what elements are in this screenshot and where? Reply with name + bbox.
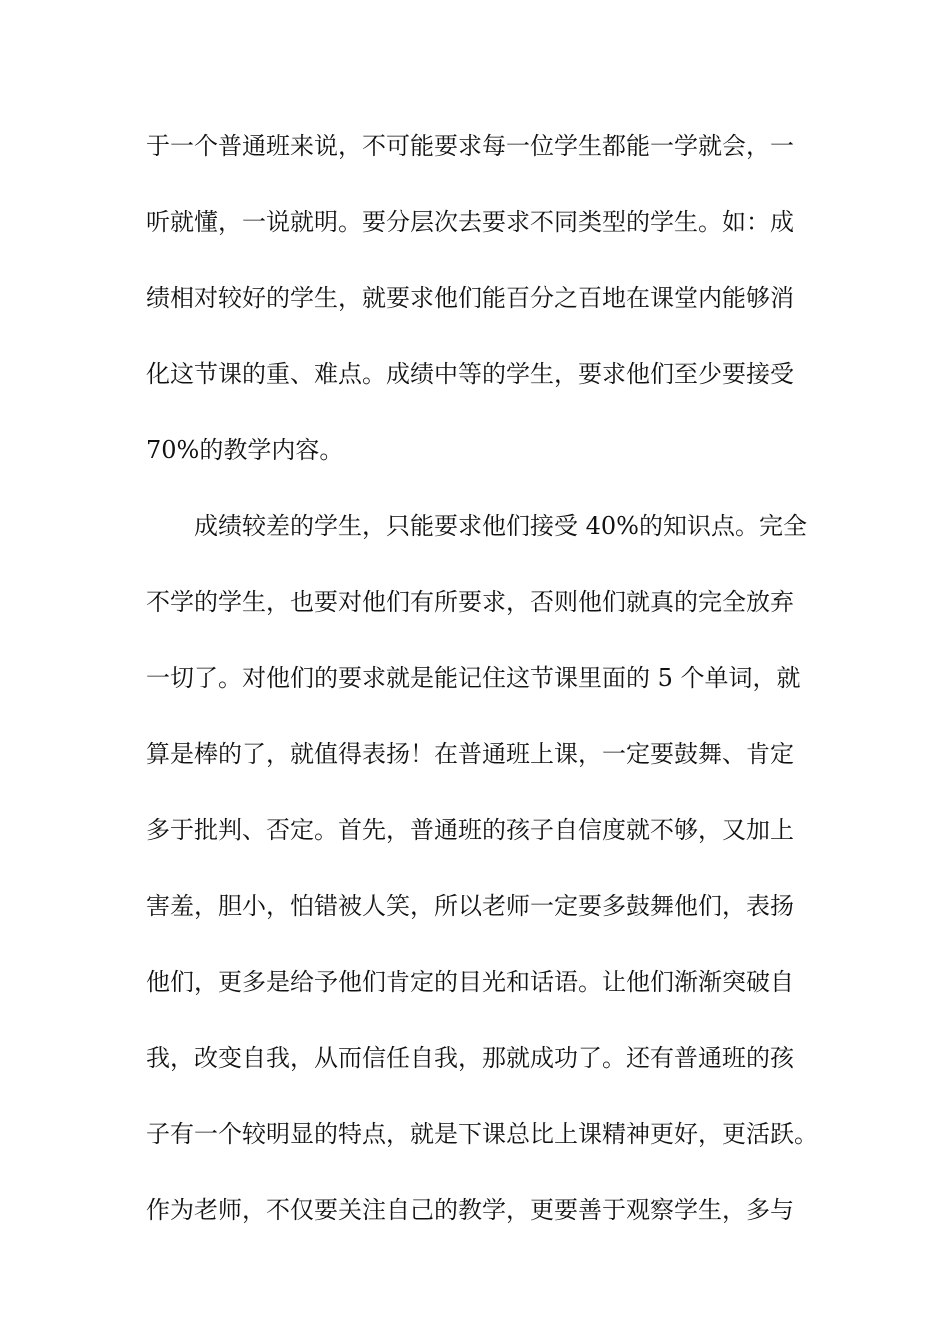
body-text — [146, 128, 822, 1268]
text-line: 一切了。对他们的要求就是能记住这节课里面的 5 个单词，就 — [146, 664, 801, 692]
text-line: 不学的学生，也要对他们有所要求，否则他们就真的完全放弃 — [146, 588, 794, 616]
text-line: 作为老师，不仅要关注自己的教学，更要善于观察学生，多与 — [146, 1196, 794, 1224]
text-line: 算是棒的了，就值得表扬！在普通班上课，一定要鼓舞、肯定 — [146, 740, 794, 768]
paragraph-first-line: 成绩较差的学生，只能要求他们接受 40%的知识点。完全 — [194, 512, 807, 540]
text-line: 我，改变自我，从而信任自我，那就成功了。还有普通班的孩 — [146, 1044, 794, 1072]
text-line: 子有一个较明显的特点，就是下课总比上课精神更好，更活跃。 — [146, 1120, 818, 1148]
text-line: 害羞，胆小，怕错被人笑，所以老师一定要多鼓舞他们，表扬 — [146, 892, 794, 920]
text-line: 化这节课的重、难点。成绩中等的学生，要求他们至少要接受 — [146, 360, 794, 388]
text-line: 70%的教学内容。 — [146, 436, 344, 464]
text-line: 于一个普通班来说，不可能要求每一位学生都能一学就会，一 — [146, 132, 794, 160]
text-line: 听就懂，一说就明。要分层次去要求不同类型的学生。如：成 — [146, 208, 794, 236]
text-line: 多于批判、否定。首先，普通班的孩子自信度就不够，又加上 — [146, 816, 794, 844]
text-line: 绩相对较好的学生，就要求他们能百分之百地在课堂内能够消 — [146, 284, 794, 312]
text-line: 他们，更多是给予他们肯定的目光和话语。让他们渐渐突破自 — [146, 968, 794, 996]
